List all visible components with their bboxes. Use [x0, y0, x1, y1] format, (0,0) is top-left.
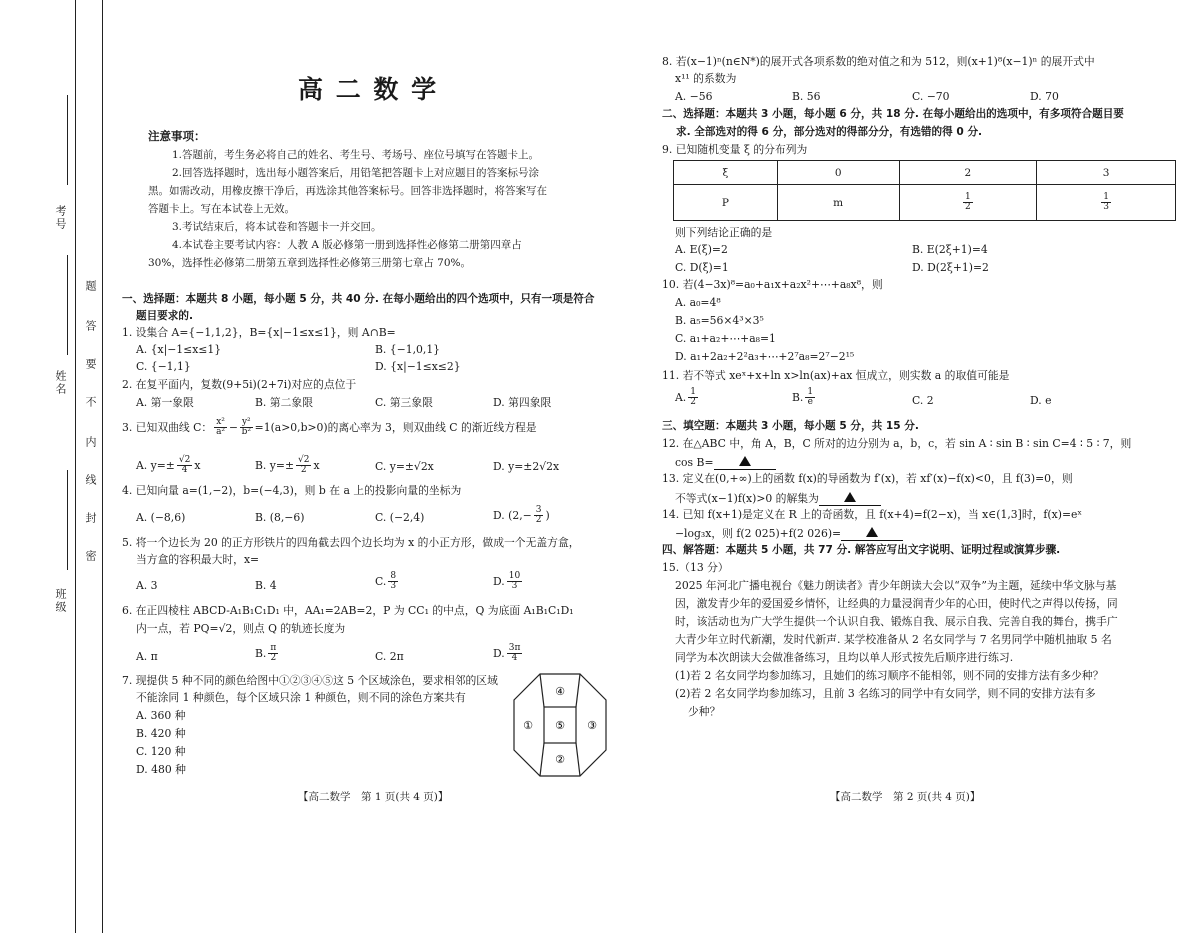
seal-char-7: 封	[84, 512, 97, 525]
triangle-marker-icon	[844, 492, 856, 502]
q13-answer-blank[interactable]	[819, 492, 881, 506]
notice-line: 1.答题前，考生务必将自己的姓名、考生号、考场号、座位号填写在答题卡上。	[172, 149, 540, 161]
q10-option-b: B. a₅=56×4³×3⁵	[675, 314, 764, 327]
notice-heading: 注意事项：	[148, 129, 206, 143]
label-class: 班级	[54, 588, 67, 614]
seal-char-1: 题	[84, 280, 97, 293]
q7-option-b: B. 420 种	[136, 727, 186, 740]
q2-option-a: A. 第一象限	[136, 396, 194, 409]
q10-option-c: C. a₁+a₂+⋯+a₈=1	[675, 332, 776, 345]
notice-line: 黑。如需改动，用橡皮擦干净后，再选涂其他答案标号。回答非选择题时，将答案写在	[148, 185, 547, 197]
q3-stem: 3. 已知双曲线 C： $\frac{\text{x²}}{\text{a²}}$ − $\frac{\text{y²}}{\text{b²}}$ =1(a>0,b>0)的离心率为 3，则双曲线 C 的渐近线方程是	[122, 417, 537, 438]
q8-option-a: A. −56	[675, 90, 713, 103]
octagon-region-diagram	[510, 670, 610, 780]
q11-option-a: A. $\frac{1}{2}$	[675, 387, 696, 408]
q9-option-c: C. D(ξ)=1	[675, 261, 729, 274]
page-2-footer: 【高二数学 第 2 页(共 4 页)】	[830, 791, 981, 803]
q14-stem: 14. 已知 f(x+1)是定义在 R 上的奇函数，且 f(x+4)=f(2−x)，当 x∈(1,3]时，f(x)=eˣ	[662, 508, 1082, 521]
q7-stem-cont: 不能涂同 1 种颜色，每个区域只涂 1 种颜色，则不同的涂色方案共有	[136, 691, 466, 704]
q9-option-d: D. D(2ξ+1)=2	[912, 261, 989, 274]
q7-option-a: A. 360 种	[136, 709, 186, 722]
q11-option-d: D. e	[1030, 394, 1052, 407]
table-prob-m: m	[777, 185, 899, 221]
q3-frac-y: $\frac{\text{y²}}{\text{b²}}$	[241, 417, 251, 438]
seal-char-6: 线	[84, 474, 97, 487]
q6-stem: 6. 在正四棱柱 ABCD-A₁B₁C₁D₁ 中，AA₁=2AB=2，P 为 CC₁ 的中点，Q 为底面 A₁B₁C₁D₁	[122, 604, 574, 617]
name-blank	[67, 255, 68, 355]
q6-stem-cont: 内一点，若 PQ=√2，则点 Q 的轨迹长度为	[136, 622, 346, 635]
binding-line-outer	[75, 0, 76, 933]
q6-option-a: A. π	[136, 650, 158, 663]
notice-line: 4.本试卷主要考试内容：人教 A 版必修第一册到选择性必修第二册第四章占	[172, 239, 522, 251]
q15-head: 15.（13 分）	[662, 561, 729, 574]
q3-option-a: A. y=± $\frac{√2}{4}$ x	[136, 455, 201, 476]
q12-answer-blank[interactable]	[714, 456, 776, 470]
exam-number-blank	[67, 95, 68, 185]
q3-option-d: D. y=±2√2x	[493, 460, 560, 473]
region-label-3: ③	[587, 719, 597, 732]
q9-distribution-table	[673, 160, 1176, 221]
q10-stem: 10. 若(4−3x)⁸=a₀+a₁x+a₂x²+⋯+a₈x⁸，则	[662, 278, 883, 291]
q10-option-d: D. a₁+2a₂+2²a₃+⋯+2⁷a₈=2⁷−2¹⁵	[675, 350, 855, 363]
region-label-4: ④	[555, 685, 565, 698]
q5-option-d: D. $\frac{10}{3}$	[493, 571, 521, 592]
q1-option-b: B. {−1,0,1}	[375, 343, 441, 356]
section-1-heading: 一、选择题：本题共 8 小题，每小题 5 分，共 40 分. 在每小题给出的四个选项中，只有一项是符合	[122, 293, 595, 305]
q4-option-b: B. (8,−6)	[255, 511, 305, 524]
q5-option-a: A. 3	[136, 579, 158, 592]
section-1-heading-cont: 题目要求的.	[136, 310, 193, 322]
q15-paragraph-line: 2025 年河北广播电视台《魅力朗读者》青少年朗读大会以“双争”为主题，延续中华文脉与基	[675, 579, 1117, 592]
q9-option-a: A. E(ξ)=2	[675, 243, 728, 256]
q7-option-d: D. 480 种	[136, 763, 186, 776]
q14-answer-blank[interactable]	[841, 527, 903, 541]
seal-char-2: 答	[84, 320, 97, 333]
q15-paragraph-line: 大青少年立时代新潮，发时代新声. 某学校准备从 2 名女同学与 7 名男同学中随机抽取 5 名	[675, 633, 1112, 646]
q15-paragraph-line: 时，该活动也为广大学生提供一个认识自我、锻炼自我、展示自我、完善自我的舞台，携手广	[675, 615, 1118, 628]
page-1-footer: 【高二数学 第 1 页(共 4 页)】	[298, 791, 449, 803]
q4-option-a: A. (−8,6)	[136, 511, 186, 524]
q5-option-c: C. $\frac{8}{3}$	[375, 571, 397, 592]
q8-option-c: C. −70	[912, 90, 950, 103]
q9-stem: 9. 已知随机变量 ξ 的分布列为	[662, 143, 808, 156]
q2-option-c: C. 第三象限	[375, 396, 433, 409]
q15-paragraph-line: 因，激发青少年的爱国爱乡情怀，让经典的力量浸润青少年的心田，使时代之声得以传扬，同	[675, 597, 1118, 610]
q3-option-b: B. y=± $\frac{√2}{2}$ x	[255, 455, 320, 476]
seal-char-5: 内	[84, 436, 97, 449]
region-label-5: ⑤	[555, 719, 565, 732]
q8-stem-cont: x¹¹ 的系数为	[675, 72, 737, 85]
binding-line-inner	[102, 0, 103, 933]
section-3-heading: 三、填空题：本题共 3 小题，每小题 5 分，共 15 分.	[662, 420, 919, 432]
q5-stem-cont: 当方盒的容积最大时，x=	[136, 553, 260, 566]
seal-char-8: 密	[84, 550, 97, 563]
table-value-0: 0	[777, 161, 899, 185]
q1-stem: 1. 设集合 A={−1,1,2}，B={x|−1≤x≤1}，则 A∩B=	[122, 326, 396, 339]
q8-option-d: D. 70	[1030, 90, 1059, 103]
q13-stem-cont: 不等式(x−1)f(x)>0 的解集为	[675, 492, 881, 506]
q1-option-a: A. {x|−1≤x≤1}	[136, 343, 222, 356]
q2-stem: 2. 在复平面内，复数(9+5i)(2+7i)对应的点位于	[122, 378, 357, 391]
q13-stem: 13. 定义在(0,+∞)上的函数 f(x)的导函数为 f′(x)，若 xf′(x)−f(x)<0，且 f(3)=0，则	[662, 472, 1073, 485]
q6-option-c: C. 2π	[375, 650, 404, 663]
q6-option-d: D. $\frac{3\pi}{4}$	[493, 643, 521, 664]
q15-subquestion-1: (1)若 2 名女同学均参加练习，且她们的练习顺序不能相邻，则不同的安排方法有多少种？	[675, 669, 1104, 682]
q1-option-c: C. {−1,1}	[136, 360, 191, 373]
table-header-p: P	[674, 185, 778, 221]
q3-frac-x: $\frac{\text{x²}}{\text{a²}}$	[216, 417, 226, 438]
q15-paragraph-line: 同学为本次朗读大会做准备练习，且均以单人形式按先后顺序进行练习.	[675, 651, 1014, 664]
table-value-3: 3	[1037, 161, 1176, 185]
region-label-2: ②	[555, 753, 565, 766]
q1-option-d: D. {x|−1≤x≤2}	[375, 360, 461, 373]
label-name: 姓名	[54, 370, 67, 396]
table-prob-third: $\frac{1}{3}$	[1037, 185, 1176, 221]
q4-stem: 4. 已知向量 a=(1,−2)，b=(−4,3)，则 b 在 a 上的投影向量的坐标为	[122, 484, 462, 497]
q11-option-c: C. 2	[912, 394, 934, 407]
q9-option-b: B. E(2ξ+1)=4	[912, 243, 988, 256]
section-2-heading: 二、选择题：本题共 3 小题，每小题 6 分，共 18 分. 在每小题给出的选项中，有多项符合题目要	[662, 108, 1124, 120]
q15-subquestion-2-cont: 少种？	[688, 705, 721, 718]
q9-after-table: 则下列结论正确的是	[675, 226, 773, 239]
q3-option-c: C. y=±√2x	[375, 460, 434, 473]
notice-line: 30%，选择性必修第二册第五章到选择性必修第三册第七章占 70%。	[148, 257, 472, 269]
table-prob-half: $\frac{1}{2}$	[899, 185, 1037, 221]
q6-option-b: B. $\frac{\pi}{2}$	[255, 643, 277, 664]
q4-option-d: D. (2,− $\frac{3}{2}$ )	[493, 505, 550, 526]
exam-title: 高 二 数 学	[298, 75, 439, 104]
q5-stem: 5. 将一个边长为 20 的正方形铁片的四角截去四个边长均为 x 的小正方形，做成一个无盖方盒，	[122, 536, 580, 549]
q4-option-c: C. (−2,4)	[375, 511, 425, 524]
notice-line: 答题卡上。写在本试卷上无效。	[148, 203, 295, 215]
notice-line: 2.回答选择题时，选出每小题答案后，用铅笔把答题卡上对应题目的答案标号涂	[172, 167, 540, 179]
q12-stem: 12. 在△ABC 中，角 A，B，C 所对的边分别为 a，b，c，若 sin A ∶ sin B ∶ sin C=4 ∶ 5 ∶ 7，则	[662, 437, 1132, 450]
q15-subquestion-2: (2)若 2 名女同学均参加练习，且前 3 名练习的同学中有女同学，则不同的安排方法有多	[675, 687, 1096, 700]
q3-stem-mid: =1(a>0,b>0)的离心率为 3，则双曲线 C 的渐近线方程是	[254, 420, 537, 434]
q14-stem-cont: −log₃x，则 f(2 025)+f(2 026)=	[675, 527, 903, 541]
section-4-heading: 四、解答题：本题共 5 小题，共 77 分. 解答应写出文字说明、证明过程或演算步骤.	[662, 544, 1061, 556]
q7-stem: 7. 现提供 5 种不同的颜色给图中①②③④⑤这 5 个区域涂色，要求相邻的区域	[122, 674, 498, 687]
notice-line: 3.考试结束后，将本试卷和答题卡一并交回。	[172, 221, 382, 233]
q11-stem: 11. 若不等式 xeˣ+x+ln x>ln(ax)+ax 恒成立，则实数 a 的取值可能是	[662, 369, 1010, 382]
q3-stem-pre: 3. 已知双曲线 C：	[122, 420, 213, 434]
table-header-xi: ξ	[674, 161, 778, 185]
q12-stem-cont: cos B=	[675, 456, 776, 470]
triangle-marker-icon	[739, 456, 751, 466]
triangle-marker-icon	[866, 527, 878, 537]
q2-option-d: D. 第四象限	[493, 396, 552, 409]
q7-option-c: C. 120 种	[136, 745, 186, 758]
q11-option-b: B. $\frac{1}{e}$	[792, 387, 814, 408]
q8-stem: 8. 若(x−1)ⁿ(n∈N*)的展开式各项系数的绝对值之和为 512，则(x+1)⁸(x−1)ⁿ 的展开式中	[662, 55, 1095, 68]
table-value-2: 2	[899, 161, 1037, 185]
section-2-heading-cont: 求. 全部选对的得 6 分，部分选对的得部分分，有选错的得 0 分.	[676, 126, 983, 138]
q8-option-b: B. 56	[792, 90, 821, 103]
q2-option-b: B. 第二象限	[255, 396, 313, 409]
q10-option-a: A. a₀=4⁸	[675, 296, 721, 309]
class-blank	[67, 470, 68, 570]
seal-char-4: 不	[84, 396, 97, 409]
region-label-1: ①	[523, 719, 533, 732]
label-exam-number: 考号	[54, 205, 67, 231]
q5-option-b: B. 4	[255, 579, 277, 592]
seal-char-3: 要	[84, 358, 97, 371]
